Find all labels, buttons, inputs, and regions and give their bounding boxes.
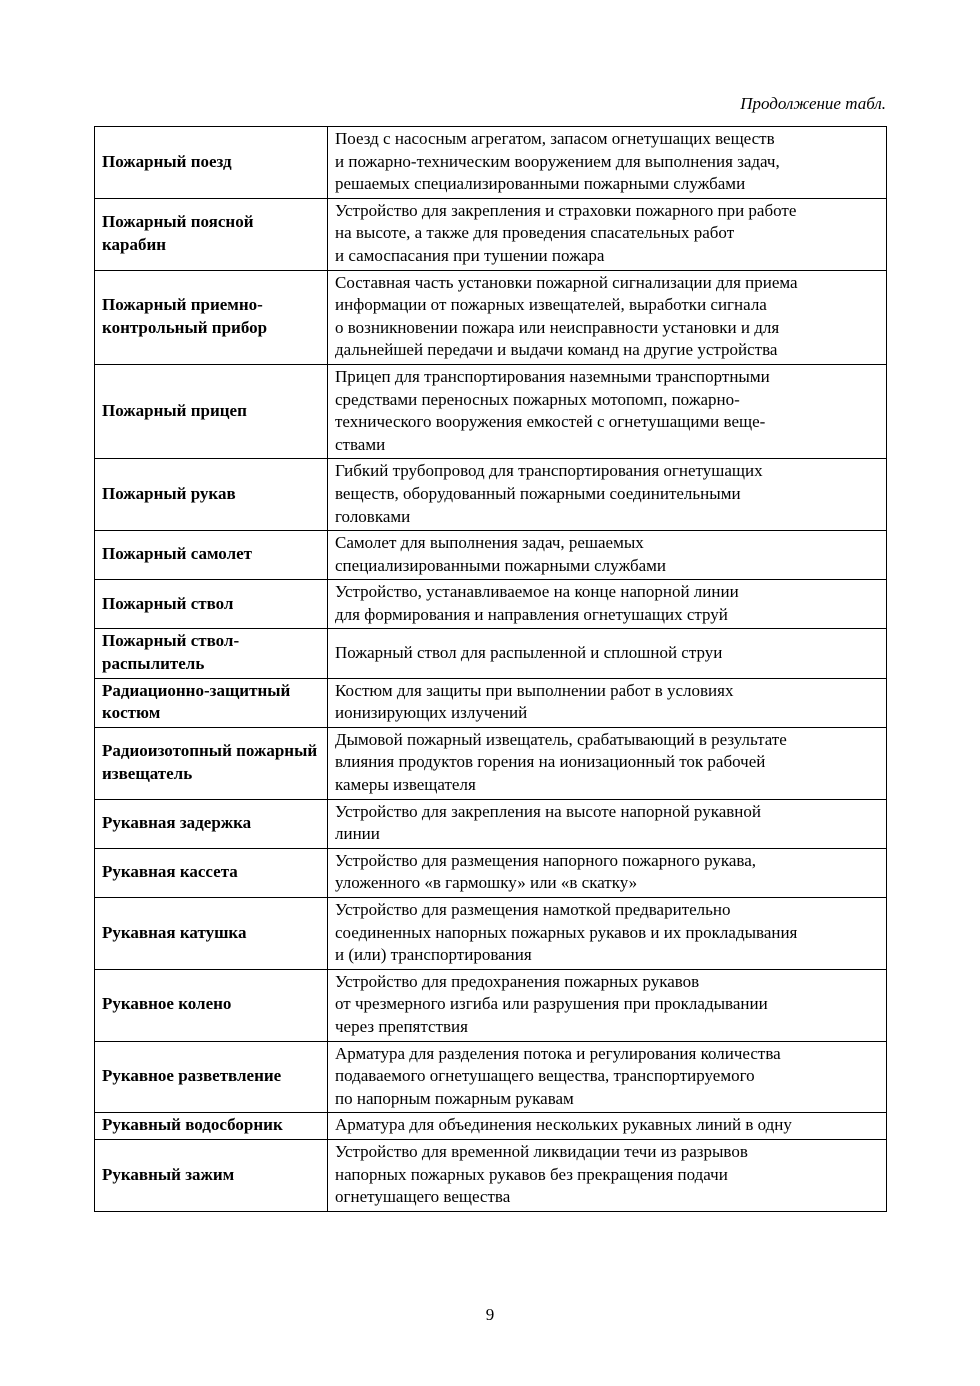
definition-cell: Самолет для выполнения задач, решаемых специализированными пожарными службами: [328, 531, 887, 580]
definition-cell: Арматура для разделения потока и регулирования количества подаваемого огнетушащего вещества, транспортируемого по напорным пожарным рукавам: [328, 1041, 887, 1113]
term-cell: Рукавная кассета: [95, 848, 328, 897]
term-cell: Пожарный поезд: [95, 127, 328, 199]
definition-cell: Дымовой пожарный извещатель, срабатывающий в результате влияния продуктов горения на ионизационный ток рабочей камеры извещателя: [328, 727, 887, 799]
definition-cell: Гибкий трубопровод для транспортирования огнетушащих веществ, оборудованный пожарными соединительными головками: [328, 459, 887, 531]
table-continuation-caption: Продолжение табл.: [740, 94, 886, 113]
term-cell: Радиационно-защитный костюм: [95, 678, 328, 727]
term-cell: Радиоизотопный пожарный извещатель: [95, 727, 328, 799]
definition-cell: Устройство для закрепления и страховки пожарного при работе на высоте, а также для проведения спасательных работ и самоспасания при тушении пожара: [328, 198, 887, 270]
table-row: [95, 127, 887, 199]
definition-cell: Пожарный ствол для распыленной и сплошной струи: [328, 629, 887, 678]
table-row: [95, 198, 887, 270]
table-row: [95, 678, 887, 727]
table-row: [95, 898, 887, 970]
term-cell: Пожарный прицеп: [95, 364, 328, 458]
table-row: [95, 459, 887, 531]
table-row: [95, 1113, 887, 1140]
term-cell: Пожарный рукав: [95, 459, 328, 531]
term-cell: Пожарный ствол: [95, 580, 328, 629]
definition-cell: Прицеп для транспортирования наземными транспортными средствами переносных пожарных мотопомп, пожарно- технического вооружения емкостей с огнетушащими веще- ствами: [328, 364, 887, 458]
definition-cell: Устройство для размещения намоткой предварительно соединенных напорных пожарных рукавов и их прокладывания и (или) транспортирования: [328, 898, 887, 970]
terms-table: [94, 126, 887, 1212]
term-cell: Пожарный приемно-контрольный прибор: [95, 270, 328, 364]
definition-cell: Устройство для закрепления на высоте напорной рукавной линии: [328, 799, 887, 848]
definition-cell: Поезд с насосным агрегатом, запасом огнетушащих веществ и пожарно-техническим вооружением для выполнения задач, решаемых специализированными пожарными службами: [328, 127, 887, 199]
table-row: [95, 799, 887, 848]
table-row: [95, 580, 887, 629]
term-cell: Пожарный самолет: [95, 531, 328, 580]
table-row: [95, 848, 887, 897]
table-row: [95, 270, 887, 364]
table-row: [95, 629, 887, 678]
term-cell: Рукавная задержка: [95, 799, 328, 848]
table-row: [95, 531, 887, 580]
definition-cell: Устройство для размещения напорного пожарного рукава, уложенного «в гармошку» или «в скатку»: [328, 848, 887, 897]
definition-cell: Устройство, устанавливаемое на конце напорной линии для формирования и направления огнетушащих струй: [328, 580, 887, 629]
table-row: [95, 1139, 887, 1211]
table-row: [95, 727, 887, 799]
term-cell: Рукавное разветвление: [95, 1041, 328, 1113]
term-cell: Рукавное колено: [95, 969, 328, 1041]
term-cell: Рукавный зажим: [95, 1139, 328, 1211]
table-row: [95, 969, 887, 1041]
term-cell: Пожарный поясной карабин: [95, 198, 328, 270]
term-cell: Рукавный водосборник: [95, 1113, 328, 1140]
table-row: [95, 364, 887, 458]
term-cell: Пожарный ствол-распылитель: [95, 629, 328, 678]
table-row: [95, 1041, 887, 1113]
definition-cell: Устройство для временной ликвидации течи из разрывов напорных пожарных рукавов без прекращения подачи огнетушащего вещества: [328, 1139, 887, 1211]
definition-cell: Костюм для защиты при выполнении работ в условиях ионизирующих излучений: [328, 678, 887, 727]
definition-cell: Устройство для предохранения пожарных рукавов от чрезмерного изгиба или разрушения при прокладывании через препятствия: [328, 969, 887, 1041]
term-cell: Рукавная катушка: [95, 898, 328, 970]
definition-cell: Арматура для объединения нескольких рукавных линий в одну: [328, 1113, 887, 1140]
page-number: 9: [485, 1305, 495, 1324]
definition-cell: Составная часть установки пожарной сигнализации для приема информации от пожарных извещателей, выработки сигнала о возникновении пожара или неисправности установки и для дальнейшей передачи и выдачи команд на другие устройства: [328, 270, 887, 364]
